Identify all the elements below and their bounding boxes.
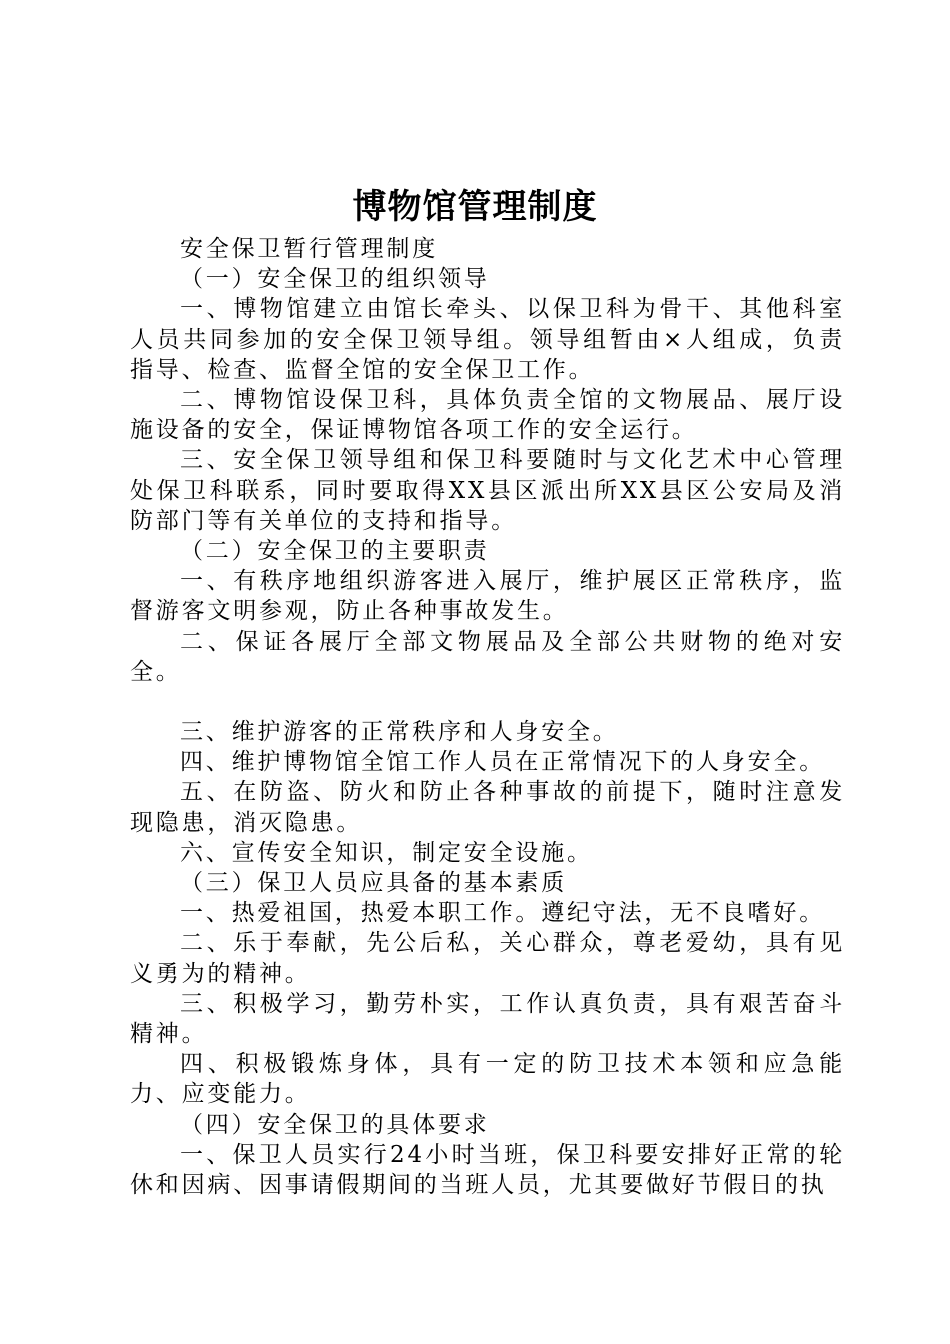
paragraph: 安全保卫暂行管理制度: [180, 236, 438, 262]
paragraph: 四、维护博物馆全馆工作人员在正常情况下的人身安全。: [180, 749, 825, 776]
section-heading: （一）安全保卫的组织领导: [180, 266, 490, 293]
paragraph: 五、在防盗、防火和防止各种事故的前提下，随时注意发现隐患，消灭隐患。: [130, 779, 845, 836]
paragraph: 一、博物馆建立由馆长牵头、以保卫科为骨干、其他科室人员共同参加的安全保卫领导组。领导组暂由×人组成，负责指导、检查、监督全馆的安全保卫工作。: [130, 296, 845, 383]
paragraph: 一、有秩序地组织游客进入展厅，维护展区正常秩序，监督游客文明参观，防止各种事故发生。: [130, 568, 845, 625]
section-heading: （三）保卫人员应具备的基本素质: [180, 870, 567, 897]
paragraph: 二、博物馆设保卫科，具体负责全馆的文物展品、展厅设施设备的安全，保证博物馆各项工作的安全运行。: [130, 387, 845, 444]
document-body: [130, 234, 845, 1200]
paragraph: 一、热爱祖国，热爱本职工作。遵纪守法，无不良嗜好。: [180, 900, 825, 927]
paragraph: 二、保证各展厅全部文物展品及全部公共财物的绝对安全。: [130, 628, 845, 685]
section-heading: （二）安全保卫的主要职责: [180, 538, 490, 565]
paragraph: 三、安全保卫领导组和保卫科要随时与文化艺术中心管理处保卫科联系，同时要取得XX县区派出所XX县区公安局及消防部门等有关单位的支持和指导。: [130, 447, 845, 534]
paragraph: 六、宣传安全知识，制定安全设施。: [180, 839, 593, 866]
paragraph: 三、维护游客的正常秩序和人身安全。: [180, 719, 619, 746]
blank-line: [130, 687, 845, 717]
paragraph: 三、积极学习，勤劳朴实，工作认真负责，具有艰苦奋斗精神。: [130, 990, 845, 1048]
document-title: 博物馆管理制度: [352, 187, 598, 227]
paragraph: 四、积极锻炼身体，具有一定的防卫技术本领和应急能力、应变能力。: [130, 1051, 845, 1108]
paragraph: 二、乐于奉献，先公后私，关心群众，尊老爱幼，具有见义勇为的精神。: [130, 930, 845, 987]
paragraph: 一、保卫人员实行24小时当班，保卫科要安排好正常的轮休和因病、因事请假期间的当班人员，尤其要做好节假日的执: [130, 1141, 845, 1199]
section-heading: （四）安全保卫的具体要求: [180, 1111, 490, 1138]
